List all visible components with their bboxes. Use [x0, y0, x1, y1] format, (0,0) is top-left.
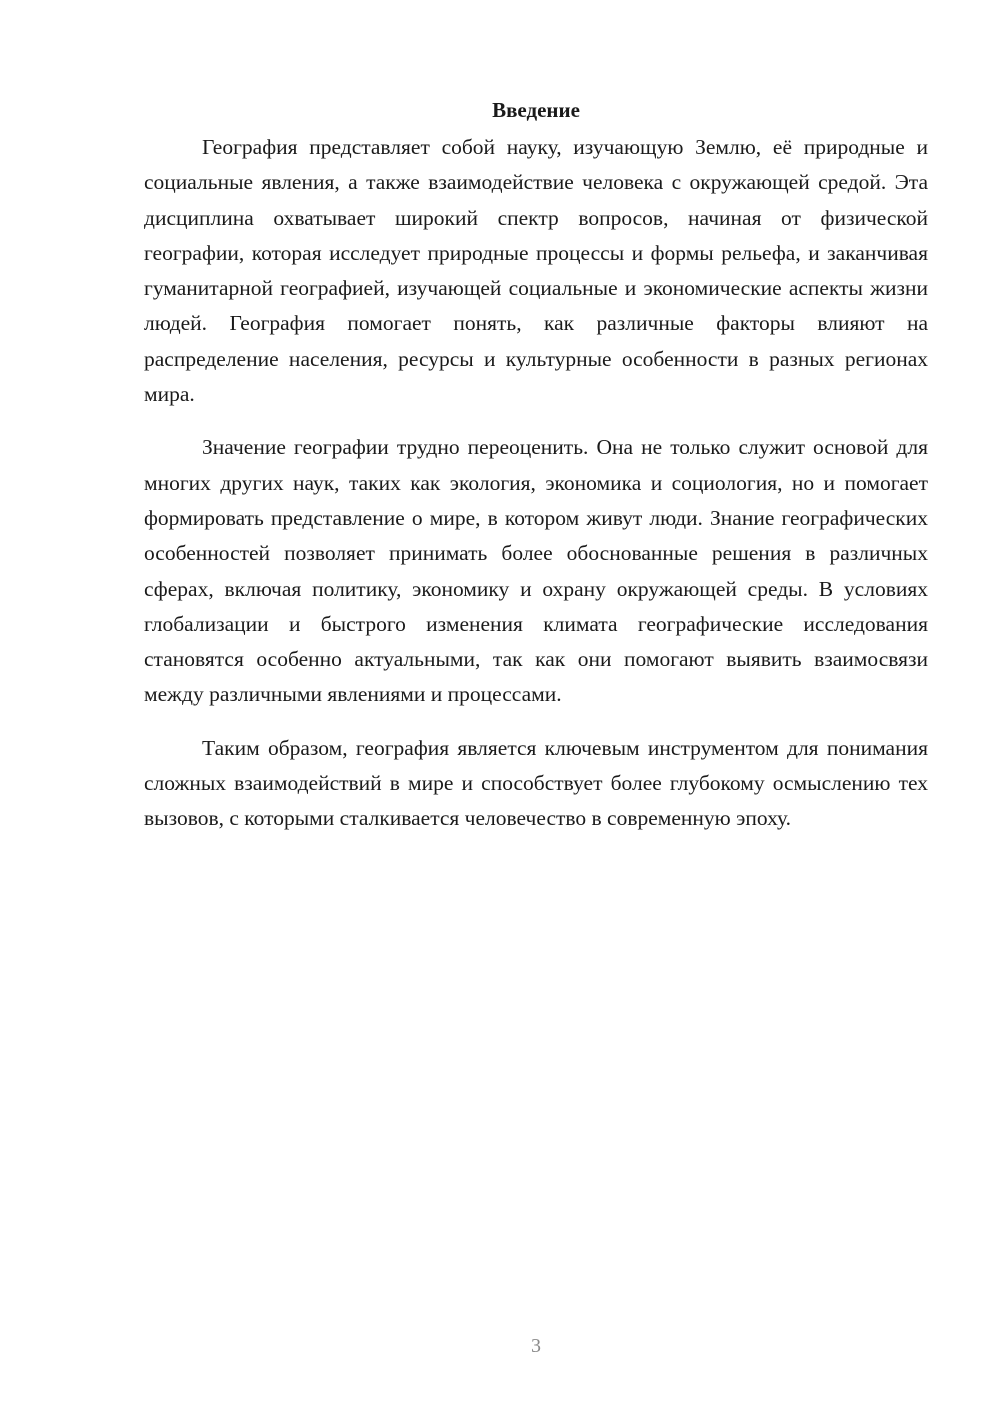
- page-number: 3: [531, 1335, 541, 1357]
- paragraph-1: География представляет собой науку, изучающую Землю, её природные и социальные явления, а также взаимодействие человека с окружающей средой. Эта дисциплина охватывает широкий спектр вопросов, начиная от физической географии, которая исследует природные процессы и формы рельефа, и заканчивая гуманитарной географией, изучающей социальные и экономические аспекты жизни людей. География помогает понять, как различные факторы влияют на распределение населения, ресурсы и культурные особенности в разных регионах мира.: [144, 135, 928, 407]
- paragraph-2: Значение географии трудно переоценить. Она не только служит основой для многих других наук, таких как экология, экономика и социология, но и помогает формировать представление о мире, в котором живут люди. Знание географических особенностей позволяет принимать более обоснованные решения в различных сферах, включая политику, экономику и охрану окружающей среды. В условиях глобализации и быстрого изменения климата географические исследования становятся особенно актуальными, так как они помогают выявить взаимосвязи между различными явлениями и процессами.: [144, 435, 928, 707]
- page-content: [144, 90, 928, 855]
- section-title: Введение: [492, 98, 580, 122]
- paragraph-3: Таким образом, география является ключевым инструментом для понимания сложных взаимодействий в мире и способствует более глубокому осмыслению тех вызовов, с которыми сталкивается человечество в современную эпоху.: [144, 735, 928, 831]
